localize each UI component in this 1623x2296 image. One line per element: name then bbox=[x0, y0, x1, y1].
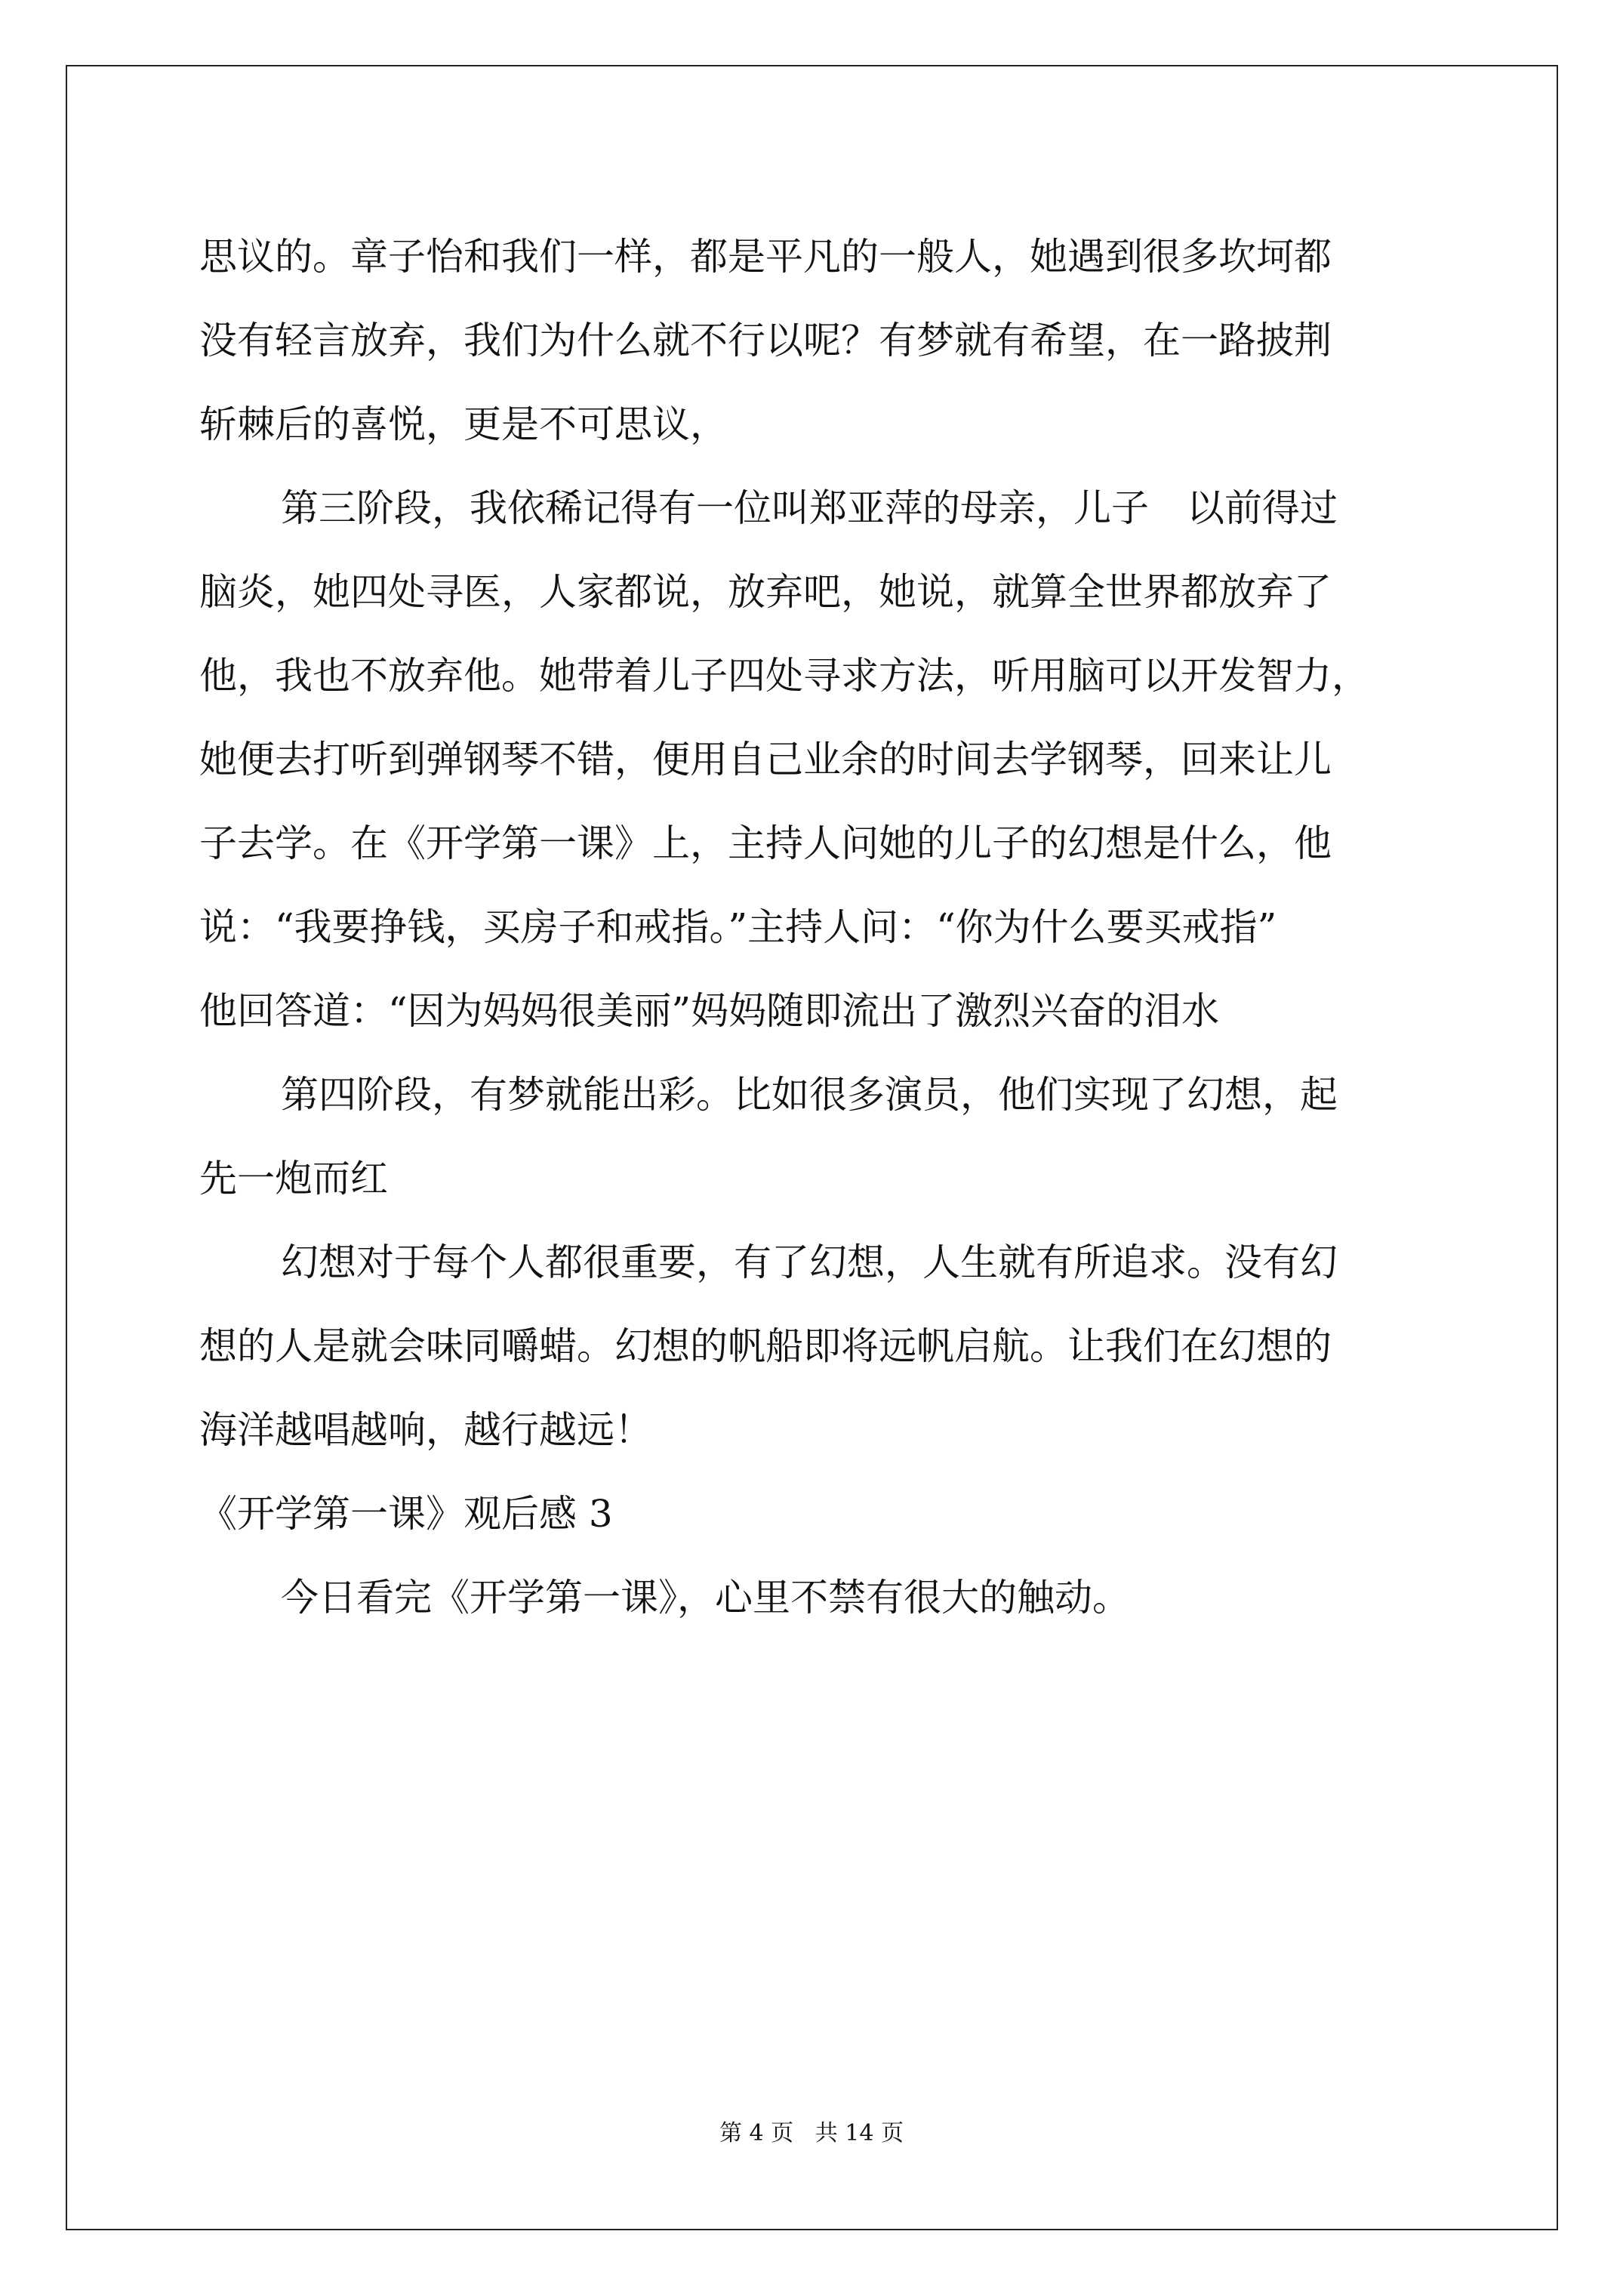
page-total: 共 14 页 bbox=[815, 2120, 904, 2147]
text-line: 斩棘后的喜悦，更是不可思议， bbox=[199, 402, 728, 446]
section-heading: 《开学第一课》观后感 3 bbox=[199, 1492, 613, 1536]
paragraph-start-line: 幻想对于每个人都很重要，有了幻想，人生就有所追求。没有幻 bbox=[281, 1240, 1338, 1284]
text-line: 脑炎，她四处寻医，人家都说，放弃吧，她说，就算全世界都放弃了 bbox=[199, 570, 1332, 614]
page-footer bbox=[0, 2119, 1623, 2149]
paragraph-start-line: 第四阶段，有梦就能出彩。比如很多演员，他们实现了幻想，起 bbox=[281, 1073, 1338, 1117]
text-line: 子去学。在《开学第一课》上，主持人问她的儿子的幻想是什么，他 bbox=[199, 821, 1332, 865]
page-number: 第 4 页 bbox=[719, 2120, 794, 2147]
text-line: 没有轻言放弃，我们为什么就不行以呢？有梦就有希望，在一路披荆 bbox=[199, 319, 1332, 362]
paragraph-start-line: 今日看完《开学第一课》，心里不禁有很大的触动。 bbox=[281, 1576, 1130, 1620]
text-line: 她便去打听到弹钢琴不错，便用自己业余的时间去学钢琴，回来让儿 bbox=[199, 738, 1332, 781]
text-line: 他回答道：“因为妈妈很美丽”妈妈随即流出了激烈兴奋的泪水 bbox=[199, 989, 1220, 1033]
document-body bbox=[199, 215, 1422, 1640]
paragraph-start-line: 第三阶段，我依稀记得有一位叫郑亚萍的母亲，儿子 以前得过 bbox=[281, 486, 1338, 530]
text-line: 想的人是就会味同嚼蜡。幻想的帆船即将远帆启航。让我们在幻想的 bbox=[199, 1324, 1332, 1368]
text-line: 说：“我要挣钱，买房子和戒指。”主持人问：“你为什么要买戒指” bbox=[199, 905, 1277, 949]
text-line: 海洋越唱越响，越行越远！ bbox=[199, 1408, 652, 1452]
text-line: 先一炮而红 bbox=[199, 1157, 388, 1200]
text-line: 思议的。章子怡和我们一样，都是平凡的一般人，她遇到很多坎坷都 bbox=[199, 235, 1332, 279]
text-line: 他，我也不放弃他。她带着儿子四处寻求方法，听用脑可以开发智力， bbox=[199, 654, 1369, 698]
